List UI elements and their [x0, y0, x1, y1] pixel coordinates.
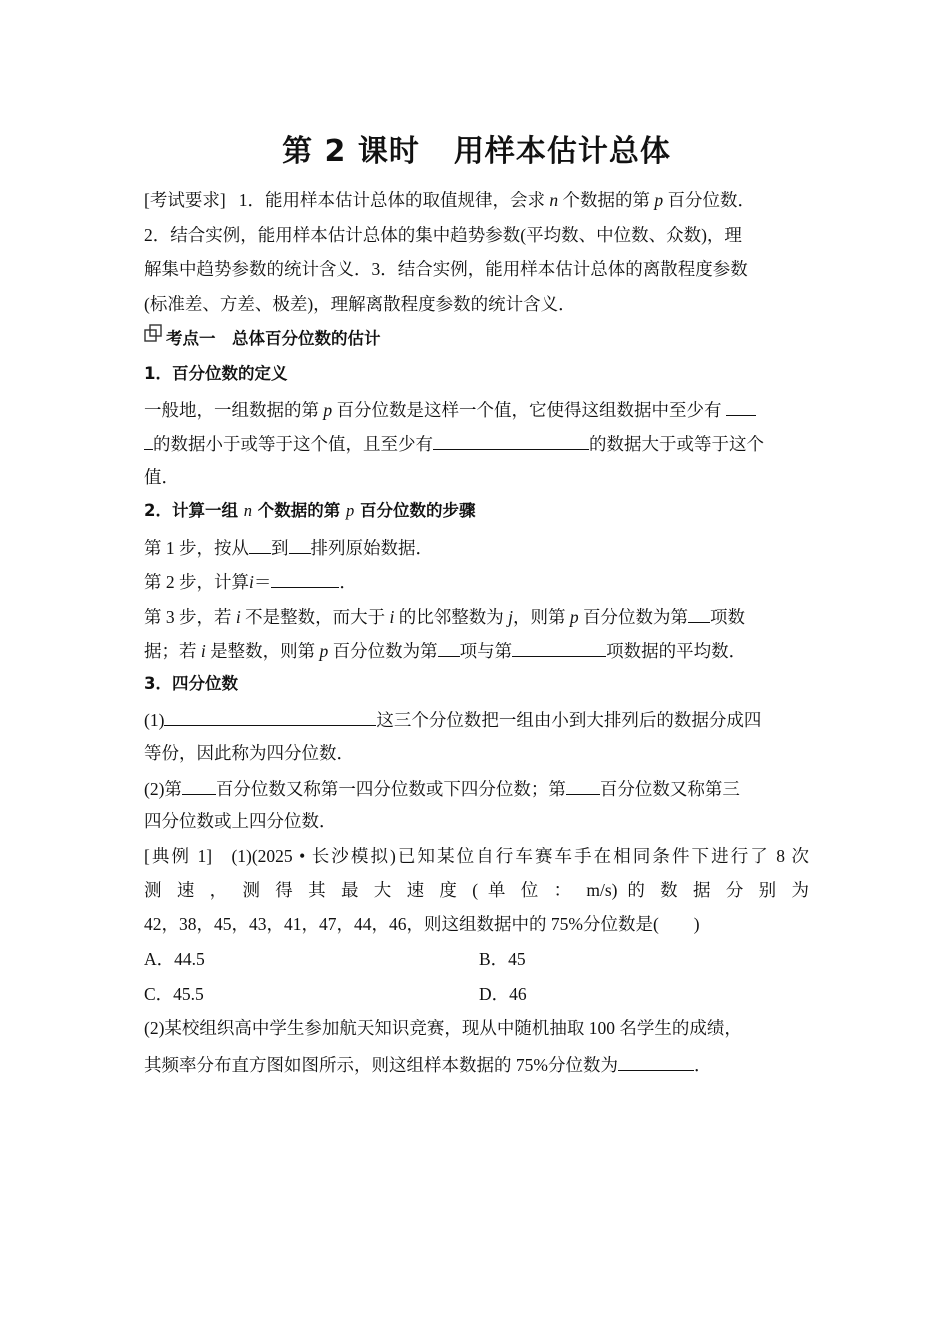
example-1-part-2-line-1: (2)某校组织高中学生参加航天知识竞赛，现从中随机抽取 100 名学生的成绩， [144, 1018, 742, 1038]
option-a[interactable]: A．44.5 [144, 949, 205, 969]
fill-blank[interactable] [618, 1055, 694, 1071]
option-d[interactable]: D．46 [479, 984, 527, 1004]
step-3-line-1: 第 3 步，若 i 不是整数，而大于 i 的比邻整数为 j，则第 p 百分位数为第 项数 [144, 607, 745, 627]
quartile-2-line-1: (2)第 百分位数又称第一四分位数或下四分位数；第 百分位数又称第三 [144, 779, 740, 799]
example-1-line-2: 测 速 ， 测 得 其 最 大 速 度 ( 单 位 ： m/s) 的 数 据 分 别 为 [144, 880, 809, 900]
step-3-line-2: 据；若 i 是整数，则第 p 百分位数为第 项与第 项数据的平均数． [144, 641, 747, 661]
requirements-line-1: [考试要求] 1．能用样本估计总体的取值规律，会求 n 个数据的第 p 百分位数． [144, 190, 756, 210]
section-title: 考点一 总体百分位数的估计 [166, 329, 381, 348]
fill-blank[interactable] [512, 641, 606, 657]
quartile-1-line-2: 等份，因此称为四分位数． [144, 743, 354, 763]
example-1-line-3: 42，38，45，43，41，47，44，46，则这组数据中的 75%分位数是( ) [144, 914, 700, 934]
fill-blank[interactable] [566, 779, 600, 795]
fill-blank[interactable] [144, 434, 153, 450]
option-c[interactable]: C．45.5 [144, 984, 204, 1004]
requirements-line-4: (标准差、方差、极差)，理解离散程度参数的统计含义． [144, 294, 576, 314]
fill-blank[interactable] [438, 641, 460, 657]
definition-line-3: 值． [144, 467, 179, 487]
definition-line-1: 一般地，一组数据的第 p 百分位数是这样一个值，它使得这组数据中至少有 [144, 400, 756, 420]
step-2: 第 2 步，计算i＝ ． [144, 572, 357, 592]
fill-blank[interactable] [688, 607, 710, 623]
step-1: 第 1 步，按从 到 排列原始数据． [144, 538, 433, 558]
option-b[interactable]: B．45 [479, 949, 526, 969]
fill-blank[interactable] [249, 538, 271, 554]
heading-percentile-definition: 1．百分位数的定义 [144, 364, 288, 383]
quartile-1-line-1: (1) 这三个分位数把一组由小到大排列后的数据分成四 [144, 710, 762, 730]
fill-blank[interactable] [182, 779, 216, 795]
section-marker-icon [144, 324, 162, 342]
heading-quartiles: 3．四分位数 [144, 674, 238, 693]
fill-blank[interactable] [433, 434, 589, 450]
heading-percentile-steps: 2．计算一组 n 个数据的第 p 百分位数的步骤 [144, 501, 476, 520]
quartile-2-line-2: 四分位数或上四分位数． [144, 811, 337, 831]
requirements-line-3: 解集中趋势参数的统计含义．3．结合实例，能用样本估计总体的离散程度参数 [144, 259, 748, 279]
requirements-line-2: 2．结合实例，能用样本估计总体的集中趋势参数(平均数、中位数、众数)，理 [144, 225, 742, 245]
fill-blank[interactable] [164, 710, 376, 726]
page-title: 第 2 课时 用样本估计总体 [282, 134, 671, 169]
fill-blank[interactable] [289, 538, 311, 554]
fill-blank[interactable] [726, 400, 756, 416]
fill-blank[interactable] [271, 572, 339, 588]
example-1-part-2-line-2: 其频率分布直方图如图所示，则这组样本数据的 75%分位数为 ． [144, 1055, 712, 1075]
definition-line-2: 的数据小于或等于这个值，且至少有 的数据大于或等于这个 [144, 434, 764, 454]
example-1-line-1: [典例 1] (1)(2025 • 长沙模拟)已知某位自行车赛车手在相同条件下进行了 8 次 [144, 846, 810, 866]
example-tag: [典例 1] [144, 846, 213, 866]
requirements-tag: [考试要求] [144, 190, 226, 210]
